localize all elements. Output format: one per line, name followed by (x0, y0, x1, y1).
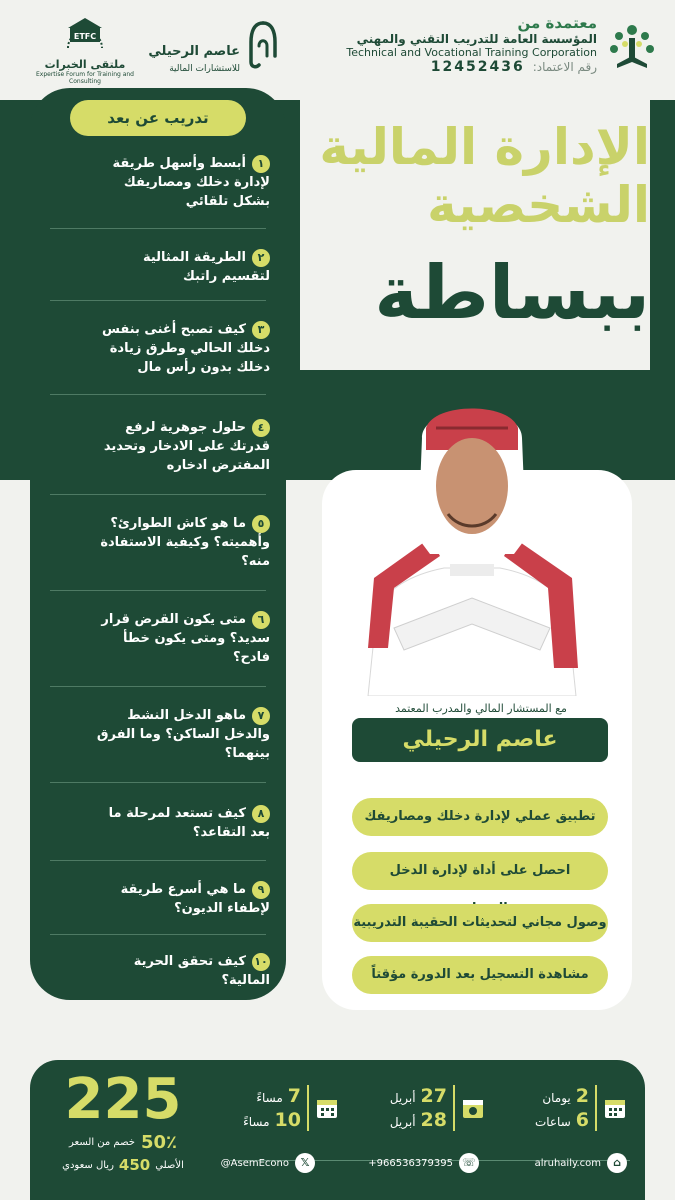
topic-number: ٩ (252, 881, 270, 899)
info-separator (453, 1085, 455, 1131)
topic-number: ٢ (252, 249, 270, 267)
topic-line: متى يكون القرض قرار (101, 612, 246, 627)
topic-item (46, 610, 270, 667)
topic-number: ٣ (252, 321, 270, 339)
accreditation-row (327, 59, 597, 75)
info-separator (595, 1085, 597, 1131)
topic-item (46, 706, 270, 763)
topic-line: كيف تستعد لمرحلة ما (108, 806, 246, 821)
topic-item (46, 880, 270, 918)
title-line-3: ببساطة (374, 250, 650, 336)
phone-icon: ☏ (459, 1153, 479, 1173)
trainer-intro: مع المستشار المالي والمدرب المعتمد (395, 702, 567, 715)
topic-number: ١٠ (252, 953, 270, 971)
price: 225 (64, 1067, 182, 1132)
topic-item (46, 514, 270, 571)
topic-line: كيف تصبح أغنى بنفس (101, 322, 246, 337)
topic-number: ٧ (252, 707, 270, 725)
course-title (310, 118, 650, 338)
divider (50, 686, 266, 687)
topic-item (46, 154, 270, 211)
topic-line: منه؟ (241, 554, 270, 569)
benefit-item: احصل على أداة لإدارة الدخل (352, 852, 608, 890)
divider (50, 934, 266, 935)
currency: ريال سعودي (62, 1159, 114, 1171)
topic-line: سديد؟ ومتى يكون خطأ (123, 631, 270, 646)
date-2-num: 28 (420, 1109, 447, 1131)
topic-line: وأهميته؟ وكيفية الاستفادة (100, 535, 270, 550)
duration-hours-text: ساعات (534, 1115, 571, 1129)
benefit-item: مشاهدة التسجيل بعد الدورة مؤقتاً (352, 956, 608, 994)
benefit-item: وصول مجاني لتحديثات الحقيبة التدريبية (352, 904, 608, 942)
duration-info (535, 1082, 627, 1134)
topic-item (46, 320, 270, 377)
original-price: 450 (118, 1156, 151, 1174)
topic-number: ١ (252, 155, 270, 173)
topic-line: دخلك الحالي وطرق زيادة (109, 341, 270, 356)
topics-column (30, 88, 286, 1000)
twitter-link[interactable]: @AsemEcono (220, 1157, 289, 1169)
etfc-acronym: ETFC (73, 32, 97, 41)
duration-days-text: يومان (542, 1091, 571, 1105)
discount-label: خصم من السعر (69, 1137, 135, 1148)
divider (50, 782, 266, 783)
discount-percent: 50٪ (140, 1132, 177, 1153)
topic-item (46, 418, 270, 475)
footer (30, 1060, 645, 1200)
calendar-icon (603, 1096, 627, 1120)
divider (50, 228, 266, 229)
asem-name: عاصم الرحيلي (148, 44, 240, 59)
topic-line: ما هي أسرع طريقة (120, 882, 246, 897)
topic-line: لتقسيم راتبك (182, 269, 270, 284)
tvtc-text (327, 14, 597, 75)
accreditation-number: 12452436 (430, 59, 525, 75)
topic-line: بعد التقاعد؟ (192, 825, 270, 840)
time-1-num: 7 (287, 1085, 301, 1107)
trainer-name: عاصم الرحيلي (352, 718, 608, 762)
topic-line: دخلك بدون رأس مال (137, 360, 270, 375)
asem-sub: للاستشارات المالية (169, 64, 240, 74)
clock-icon (315, 1096, 339, 1120)
topic-line: فادح؟ (233, 650, 270, 665)
duration-hours-num: 6 (575, 1109, 589, 1131)
divider (50, 860, 266, 861)
topic-number: ٦ (252, 611, 270, 629)
tvtc-logo-icon (607, 22, 657, 74)
info-separator (307, 1085, 309, 1131)
topic-line: المفترض ادخاره (166, 458, 270, 473)
topic-item (46, 952, 270, 990)
asem-logo (148, 18, 280, 82)
accredited-label: معتمدة من (517, 14, 597, 32)
accreditation-label: رقم الاعتماد: (532, 60, 597, 74)
topic-line: كيف تحقق الحرية (133, 954, 246, 969)
topic-line: قدرتك على الادخار وتحديد (103, 439, 270, 454)
date-2-text: أبريل (389, 1115, 416, 1129)
x-icon: 𝕏 (295, 1153, 315, 1173)
times-info (243, 1082, 339, 1134)
topic-line: المالية؟ (221, 973, 270, 988)
topic-number: ٥ (252, 515, 270, 533)
etfc-logo (30, 14, 140, 84)
time-2-text: مساءً (243, 1115, 270, 1129)
date-1-num: 27 (420, 1085, 447, 1107)
etfc-emblem-icon (62, 14, 108, 54)
topic-line: لإطفاء الديون؟ (174, 901, 270, 916)
topic-line: ما هو كاش الطوارئ؟ (110, 516, 246, 531)
website-contact[interactable] (535, 1150, 627, 1176)
divider (50, 300, 266, 301)
topic-line: بشكل تلقائي (185, 194, 270, 209)
topic-line: والدخل الساكن؟ وما الفرق (96, 727, 270, 742)
etfc-name: ملتقى الخبرات (44, 58, 126, 71)
topic-number: ٤ (252, 419, 270, 437)
divider (50, 590, 266, 591)
price-block (48, 1067, 198, 1174)
topic-line: لإدارة دخلك ومصاريفك (123, 175, 270, 190)
remote-training-pill: تدريب عن بعد (70, 100, 246, 136)
asem-mark-icon (246, 20, 280, 70)
dates-info (390, 1082, 485, 1134)
topic-line: الطريقة المثالية (142, 250, 246, 265)
title-line-2: الشخصية (427, 176, 650, 234)
duration-days-num: 2 (575, 1085, 589, 1107)
website-link[interactable]: alruhaily.com (534, 1157, 601, 1169)
topic-number: ٨ (252, 805, 270, 823)
tvtc-name-en: Technical and Vocational Training Corporation (346, 46, 597, 59)
topic-line: حلول جوهرية لرفع (125, 420, 246, 435)
original-label: الأصلي (155, 1159, 184, 1171)
header (0, 0, 675, 100)
topic-item (46, 248, 270, 286)
topic-line: أبسط وأسهل طريقة (112, 156, 246, 171)
date-1-text: أبريل (389, 1091, 416, 1105)
home-icon: ⌂ (607, 1153, 627, 1173)
original-price-row (48, 1156, 198, 1174)
tvtc-name-ar: المؤسسة العامة للتدريب التقني والمهني (356, 32, 597, 46)
etfc-sub: Expertise Forum for Training and Consulting (35, 71, 134, 85)
title-line-1: الإدارة المالية (319, 118, 650, 176)
phone-contact[interactable] (368, 1150, 479, 1176)
divider (50, 394, 266, 395)
discount-row (48, 1132, 198, 1153)
time-1-text: مساءً (256, 1091, 283, 1105)
calendar-icon (461, 1096, 485, 1120)
topic-line: بينهما؟ (224, 746, 270, 761)
topic-line: ماهو الدخل النشط (127, 708, 246, 723)
phone-link[interactable]: +966536379395 (368, 1157, 453, 1169)
topic-item (46, 804, 270, 842)
trainer-portrait (364, 388, 580, 696)
twitter-contact[interactable] (221, 1150, 315, 1176)
time-2-num: 10 (274, 1109, 301, 1131)
divider (50, 494, 266, 495)
benefit-item: تطبيق عملي لإدارة دخلك ومصاريفك (352, 798, 608, 836)
